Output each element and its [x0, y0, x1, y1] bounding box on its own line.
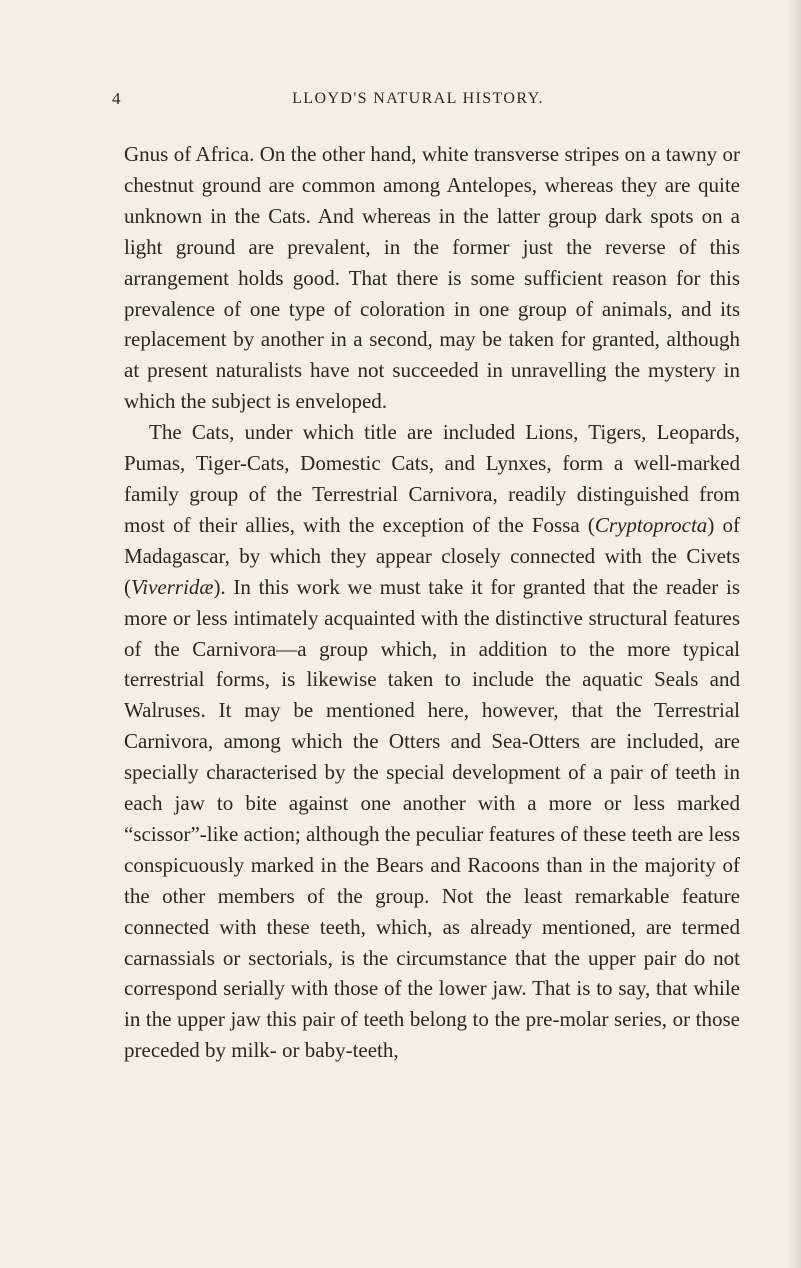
page-header — [112, 86, 724, 112]
paragraph-2 — [124, 417, 740, 1066]
paragraph-2-text-c: ). In this work we must take it for granted that the reader is more or less intimately acquainted with the distinctive structural features of the Carnivora—a group which, in addition to the more typical terrestrial forms, is likewise taken to include the aquatic Seals and Walruses. It may be mentioned here, however, that the Terrestrial Carnivora, among which the Otters and Sea-Otters are included, are specially characterised by the special development of a pair of teeth in each jaw to bite against one another with a more or less marked “scissor”-like action; although the peculiar features of these teeth are less conspicuously marked in the Bears and Racoons than in the majority of the other members of the group. Not the least remarkable feature connected with these teeth, which, as already mentioned, are termed carnassials or sectorials, is the circumstance that the upper pair do not correspond serially with those of the lower jaw. That is to say, that while in the upper jaw this pair of teeth belong to the pre-molar series, or those preceded by milk- or baby-teeth, — [124, 574, 740, 1063]
paragraph-1-text: Gnus of Africa. On the other hand, white transverse stripes on a tawny or chestnut ground are common among Antelopes, whereas they are quite unknown in the Cats. And whereas in the latter group dark spots on a light ground are prevalent, in the former just the reverse of this arrangement holds good. That there is some sufficient reason for this prevalence of one type of coloration in one group of animals, and its replacement by another in a second, may be taken for granted, although at present naturalists have not succeeded in unravelling the mystery in which the subject is enveloped. — [124, 142, 740, 414]
page-number: 4 — [112, 89, 121, 108]
page-edge-shadow — [787, 0, 801, 1268]
paragraph-2-text-a: The Cats, under which title are included Lions, Tigers, Leopards, Pumas, Tiger-Cats, Domestic Cats, and Lynxes, form a well-marked family group of the Terrestrial Carnivora, readily distinguished from most of their allies, with the exception of the Fossa ( — [124, 420, 740, 537]
genus-name-cryptoprocta: Cryptoprocta — [594, 512, 708, 537]
paragraph-1 — [124, 139, 740, 417]
paragraph-2-text-b: ) of Madagascar, by which they appear closely connected with the Civets ( — [124, 512, 740, 599]
family-name-viverridae: Viverridæ — [131, 574, 214, 599]
running-title: LLOYD'S NATURAL HISTORY. — [292, 90, 544, 107]
body-text — [124, 139, 740, 1066]
